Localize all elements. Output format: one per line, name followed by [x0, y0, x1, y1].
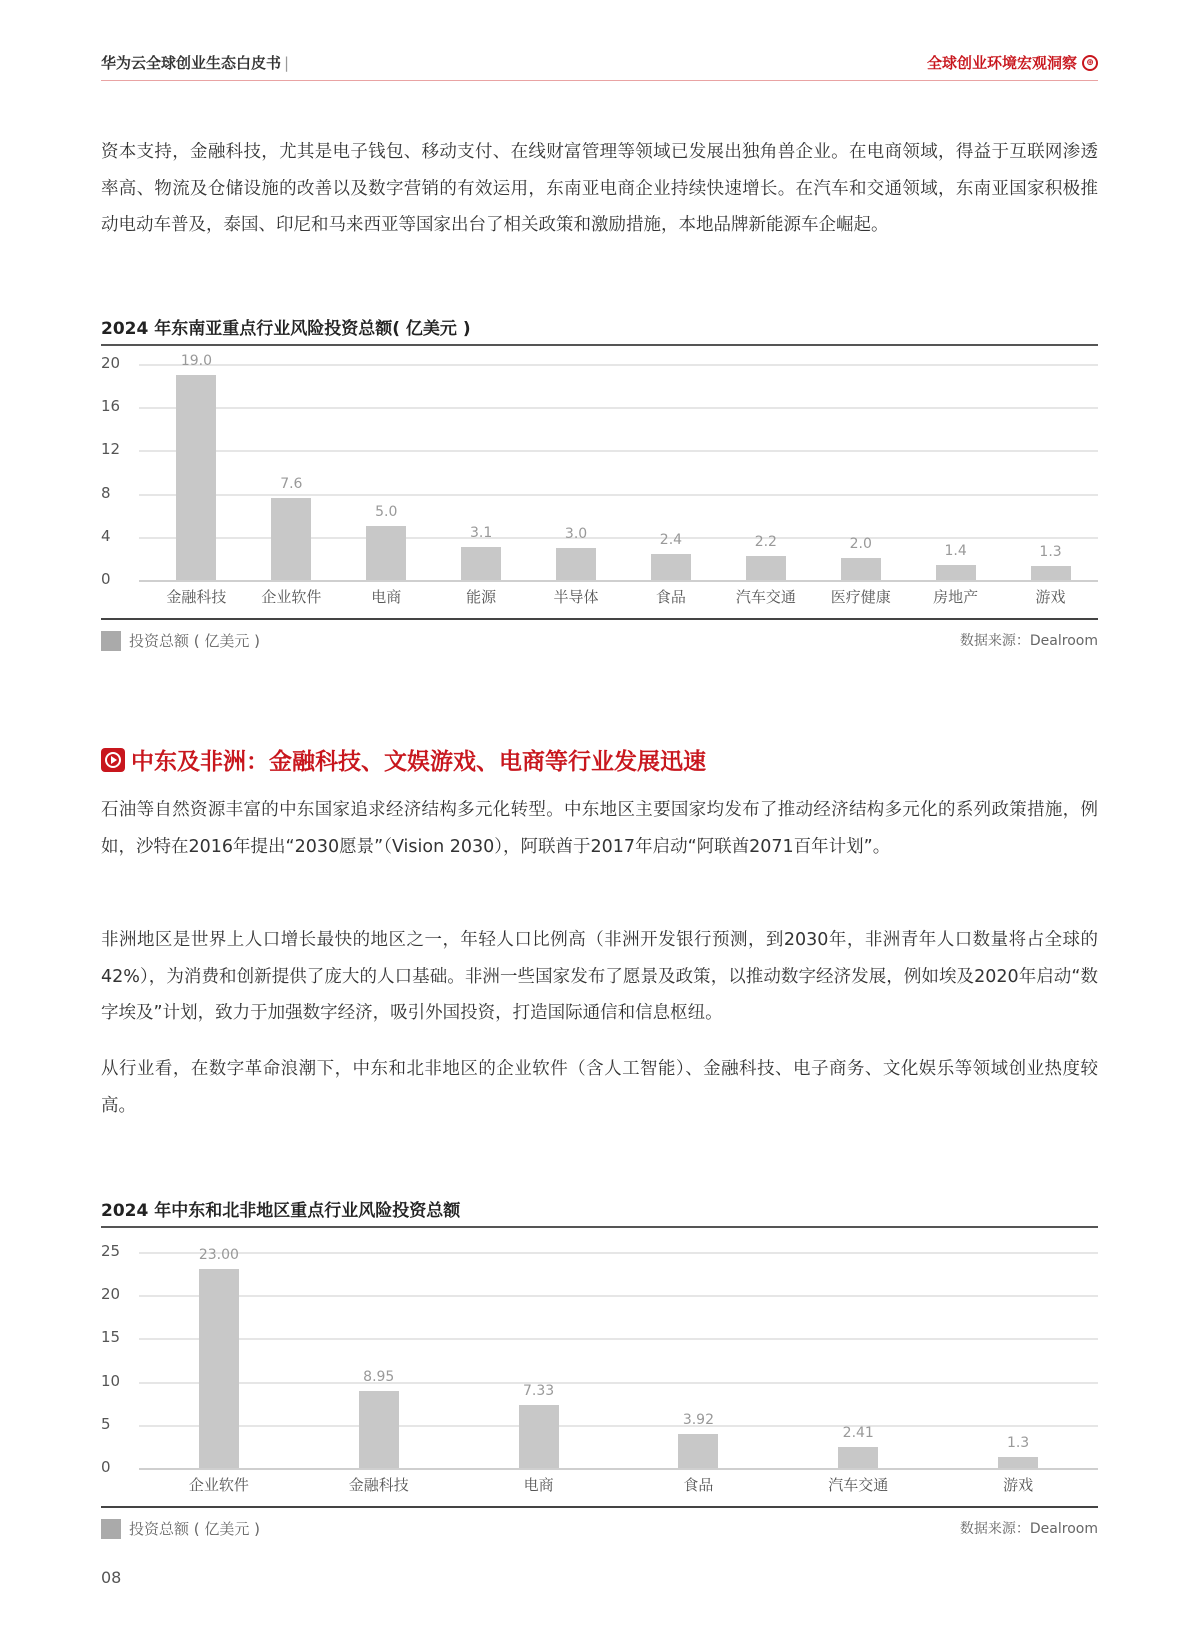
bar-value-label: 23.00 [198, 1247, 239, 1264]
bar-value-label: 2.0 [849, 536, 872, 553]
x-category-label: 食品 [683, 1476, 714, 1494]
y-tick-label: 15 [101, 1328, 121, 1347]
bar-value-label: 19.0 [180, 352, 213, 369]
x-category-label: 汽车交通 [735, 588, 796, 606]
x-category-label: 游戏 [1003, 1476, 1034, 1494]
bar [841, 558, 881, 580]
x-category-label: 电商 [523, 1476, 554, 1494]
legend-label: 投资总额 ( 亿美元 ) [129, 632, 261, 650]
bar-value-label: 7.33 [522, 1382, 555, 1399]
section-paragraph-1: 石油等自然资源丰富的中东国家追求经济结构多元化转型。中东地区主要国家均发布了推动经济结构多元化的系列政策措施，例如，沙特在2016年提出“2030愿景”（Vision 2030），阿联酋于2017年启动“阿联酋2071百年计划”。 [101, 800, 1098, 857]
x-axis-line [139, 580, 1098, 582]
chart-legend [101, 630, 260, 651]
gridline [139, 1252, 1098, 1254]
gridline [139, 494, 1098, 496]
bar-value-label: 2.41 [842, 1425, 874, 1442]
y-tick-label: 20 [101, 1285, 121, 1304]
chart-bottom-rule [101, 1506, 1098, 1508]
bar [678, 1434, 718, 1468]
bar-value-label: 8.95 [363, 1368, 395, 1385]
y-tick-label: 12 [101, 440, 121, 459]
x-category-label: 房地产 [933, 588, 979, 606]
legend-label: 投资总额 ( 亿美元 ) [129, 1520, 261, 1538]
x-category-label: 半导体 [553, 588, 599, 606]
chart-bottom-rule [101, 618, 1098, 620]
y-tick-label: 0 [101, 570, 111, 588]
x-category-label: 汽车交通 [828, 1476, 889, 1494]
x-category-label: 电商 [371, 588, 402, 606]
globe-icon: ⊕ [1082, 55, 1098, 71]
bar-value-label: 3.0 [564, 525, 588, 542]
bar [176, 375, 216, 580]
play-icon [101, 748, 125, 772]
document-title [101, 52, 289, 73]
bar [1031, 566, 1071, 580]
legend-swatch [101, 1519, 121, 1539]
gridline [139, 364, 1098, 366]
chart1 [101, 344, 1098, 650]
chart1-title: 2024 年东南亚重点行业风险投资总额( 亿美元 ) [101, 319, 471, 339]
gridline [139, 1425, 1098, 1427]
x-category-label: 能源 [466, 588, 497, 606]
section-heading-text: 中东及非洲：金融科技、文娱游戏、电商等行业发展迅速 [131, 749, 706, 775]
section-paragraph-3: 从行业看，在数字革命浪潮下，中东和北非地区的企业软件（含人工智能）、金融科技、电子商务、文化娱乐等领域创业热度较高。 [101, 1059, 1098, 1116]
bar [271, 498, 311, 580]
bar-value-label: 7.6 [280, 475, 303, 492]
x-category-label: 企业软件 [261, 588, 322, 606]
bar [359, 1391, 399, 1468]
page-number: 08 [101, 1568, 122, 1587]
gridline [139, 1338, 1098, 1340]
data-source: 数据来源：Dealroom [959, 1521, 1098, 1537]
y-tick-label: 10 [101, 1371, 121, 1390]
section-paragraph-2: 非洲地区是世界上人口增长最快的地区之一，年轻人口比例高（非洲开发银行预测，到2030年，非洲青年人口数量将占全球的42%），为消费和创新提供了庞大的人口基础。非洲一些国家发布了愿景及政策，以推动数字经济发展，例如埃及2020年启动“数字埃及”计划，致力于加强数字经济，吸引外国投资，打造国际通信和信息枢纽。 [101, 930, 1098, 1023]
x-axis-line [139, 1468, 1098, 1470]
x-category-label: 医疗健康 [830, 588, 891, 606]
y-tick-label: 20 [101, 354, 121, 372]
gridline [139, 1295, 1098, 1297]
bar [936, 565, 976, 580]
bar [366, 526, 406, 580]
y-tick-label: 0 [101, 1458, 111, 1476]
gridline [139, 1382, 1098, 1384]
legend-swatch [101, 631, 121, 651]
bar [461, 547, 501, 580]
chapter-title-text: 全球创业环境宏观洞察 [926, 54, 1077, 72]
y-tick-label: 8 [101, 483, 111, 502]
page-header [101, 50, 1098, 81]
gridline [139, 407, 1098, 409]
bar-value-label: 1.4 [944, 542, 967, 559]
bar-value-label: 2.4 [659, 532, 683, 549]
document-title-text: 华为云全球创业生态白皮书 [101, 54, 282, 72]
chart2-title: 2024 年中东和北非地区重点行业风险投资总额 [101, 1201, 461, 1221]
bar [838, 1447, 878, 1468]
section-heading [101, 743, 706, 776]
y-tick-label: 5 [101, 1414, 111, 1433]
x-category-label: 企业软件 [188, 1476, 249, 1494]
bar [746, 556, 786, 580]
y-tick-label: 25 [101, 1242, 121, 1260]
bar-value-label: 5.0 [375, 504, 398, 520]
bar [556, 548, 596, 580]
chart-legend [101, 1518, 260, 1539]
bar [519, 1405, 559, 1468]
x-category-label: 金融科技 [166, 588, 227, 606]
bar [199, 1269, 239, 1468]
x-category-label: 游戏 [1035, 588, 1066, 606]
bar-value-label: 1.3 [1006, 1434, 1030, 1451]
bar [651, 554, 691, 580]
bar-value-label: 3.1 [470, 524, 493, 541]
data-source: 数据来源：Dealroom [959, 633, 1098, 649]
y-tick-label: 4 [101, 526, 111, 545]
chart2 [101, 1226, 1098, 1538]
gridline [139, 450, 1098, 452]
y-tick-label: 16 [101, 397, 121, 416]
bar [998, 1457, 1038, 1468]
intro-paragraph: 资本支持，金融科技，尤其是电子钱包、移动支付、在线财富管理等领域已发展出独角兽企业。在电商领域，得益于互联网渗透率高、物流及仓储设施的改善以及数字营销的有效运用，东南亚电商企业持续快速增长。在汽车和交通领域，东南亚国家积极推动电动车普及，泰国、印尼和马来西亚等国家出台了相关政策和激励措施，本地品牌新能源车企崛起。 [101, 142, 1098, 235]
bar-value-label: 1.3 [1039, 543, 1062, 560]
x-category-label: 金融科技 [348, 1476, 409, 1494]
bar-value-label: 2.2 [754, 534, 777, 551]
chapter-title [927, 52, 1098, 73]
bar-value-label: 3.92 [682, 1412, 714, 1429]
x-category-label: 食品 [655, 588, 686, 606]
title-separator: | [284, 54, 290, 72]
